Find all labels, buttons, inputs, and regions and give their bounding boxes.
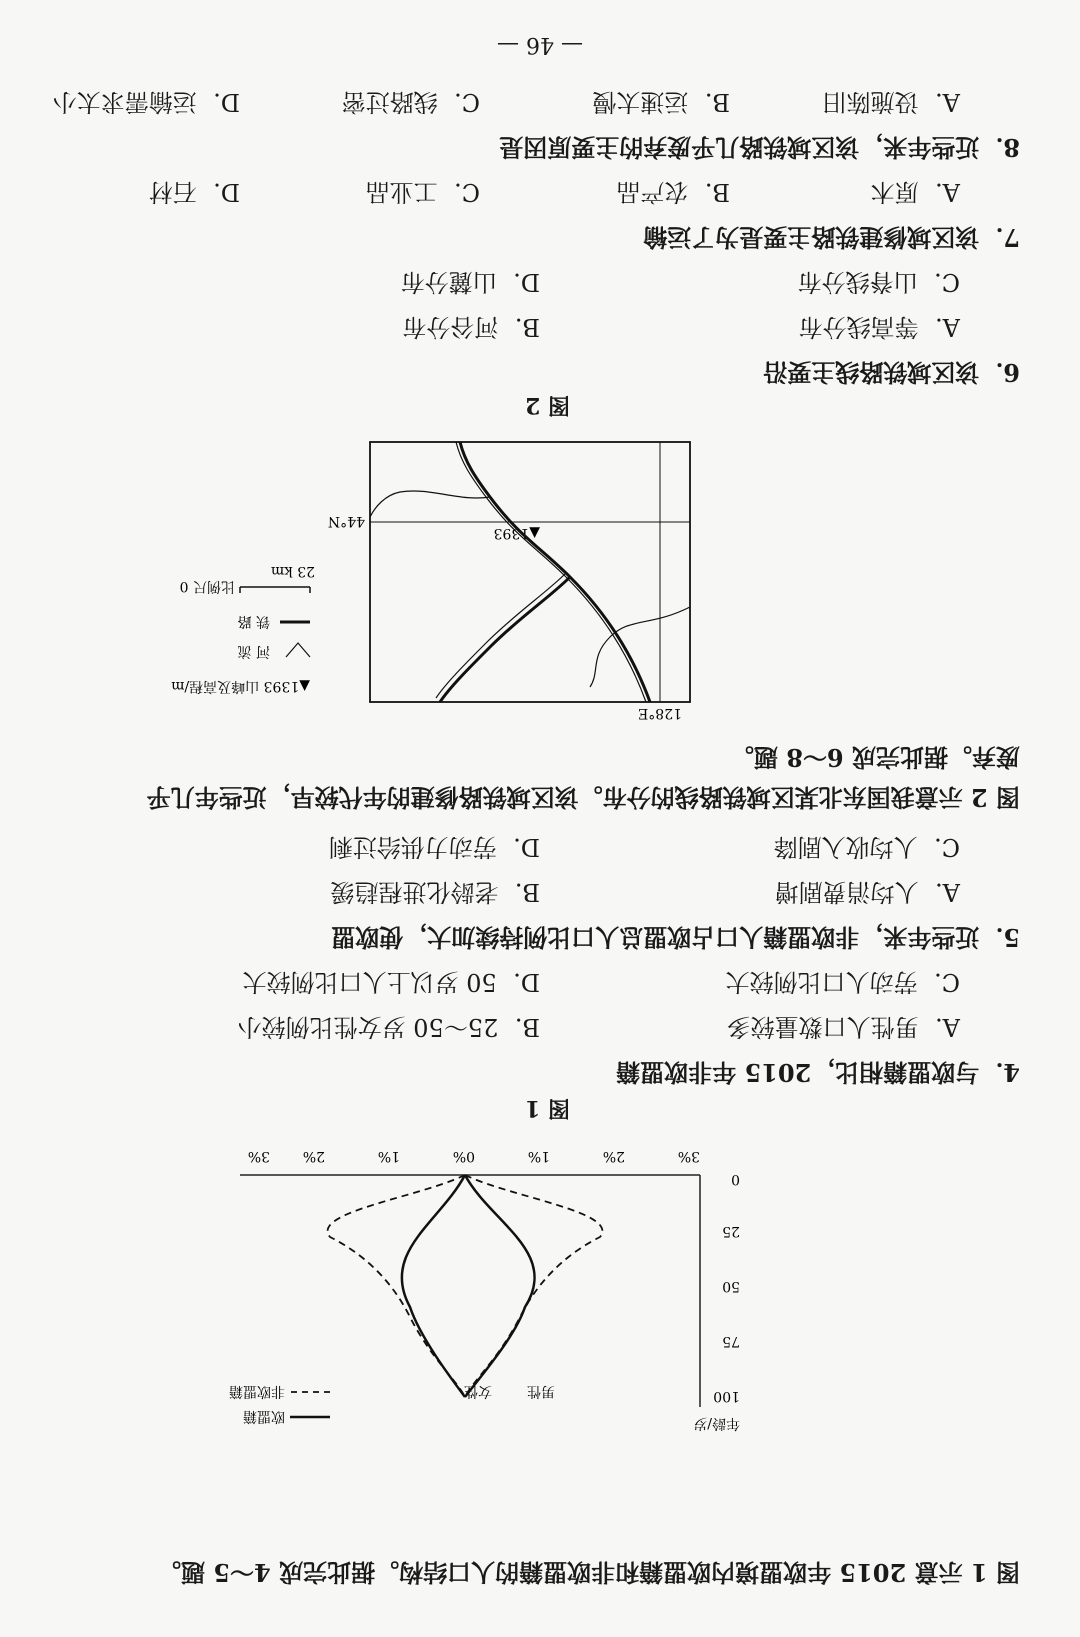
q5-option-d[interactable]: D．劳动力供给过剩	[328, 833, 540, 861]
y-tick: 0	[731, 1171, 740, 1187]
y-tick: 100	[713, 1388, 740, 1404]
q6-option-c[interactable]: C．山脊线分布	[797, 268, 960, 296]
x-tick: 3%	[677, 1148, 700, 1164]
x-tick: 1%	[527, 1148, 550, 1164]
latitude-label: 44°N	[327, 513, 365, 529]
legend-rail: 铁 路	[237, 613, 270, 629]
q5-option-a[interactable]: A．人均消费剧增	[774, 878, 960, 906]
legend-river-icon	[286, 643, 310, 657]
railway-main	[460, 442, 650, 702]
q6-stem: 6．该区域铁路线主要沿	[763, 358, 1020, 387]
intro-figure1: 图 1 示意 2015 年欧盟境内欧盟籍和非欧盟籍的人口结构。据此完成 4～5 题。	[156, 1558, 1020, 1587]
q7-stem: 7．该区域修建铁路主要是为了运输	[643, 223, 1020, 252]
legend-peak: ▲1393 山峰及高程/m	[171, 678, 310, 694]
page-number: — 46 —	[497, 32, 583, 57]
y-tick: 50	[722, 1278, 740, 1294]
q7-option-c[interactable]: C．工业品	[365, 178, 480, 206]
q8-option-d[interactable]: D．运输需求太小	[52, 88, 240, 116]
eu-male-curve	[465, 1175, 535, 1397]
peak-label: ▲1393	[493, 525, 540, 541]
q6-option-d[interactable]: D．山麓分布	[400, 268, 540, 296]
female-label: 女性	[464, 1383, 492, 1399]
eu-female-curve	[402, 1175, 465, 1397]
q7-option-b[interactable]: B．农产品	[616, 178, 730, 206]
q6-option-a[interactable]: A．等高线分布	[798, 313, 960, 341]
q4-option-c[interactable]: C．劳动人口比例较大	[725, 968, 960, 996]
q8-option-a[interactable]: A．设施陈旧	[822, 88, 960, 116]
q8-stem: 8．近些年来，该区域铁路几乎废弃的主要原因是	[499, 133, 1020, 162]
q6-option-b[interactable]: B．河谷分布	[402, 313, 540, 341]
x-tick: 2%	[602, 1148, 625, 1164]
x-tick: 3%	[247, 1148, 270, 1164]
figure1-caption: 图 1	[525, 1095, 570, 1121]
population-pyramid	[229, 1137, 740, 1437]
railway-branch	[440, 577, 570, 702]
x-tick: 2%	[302, 1148, 325, 1164]
scale-title: 比例尺 0	[179, 578, 235, 594]
figure2-caption: 图 2	[525, 392, 570, 418]
x-tick: 0%	[452, 1148, 475, 1164]
map-frame	[370, 442, 690, 702]
q7-option-d[interactable]: D．石材	[148, 178, 240, 206]
legend-noneu: 非欧盟籍	[229, 1383, 285, 1399]
y-axis-label: 年龄/岁	[693, 1415, 740, 1431]
q5-stem: 5．近些年来，非欧盟籍人口占欧盟总人口比例持续加大，使欧盟	[331, 923, 1020, 952]
railway-map	[130, 437, 690, 727]
noneu-female-curve	[328, 1175, 465, 1397]
q5-option-b[interactable]: B．老龄化进程趋缓	[330, 878, 540, 906]
intro-figure2-line2: 废弃。据此完成 6～8 题。	[729, 743, 1020, 772]
legend-river: 河 流	[237, 643, 270, 659]
scale-label: 23 km	[270, 563, 315, 579]
y-tick: 25	[722, 1223, 740, 1239]
longitude-label: 128°E	[638, 705, 682, 721]
q4-stem: 4．与欧盟籍相比，2015 年非欧盟籍	[616, 1058, 1020, 1087]
x-tick: 1%	[377, 1148, 400, 1164]
y-tick: 75	[722, 1333, 740, 1349]
q4-option-b[interactable]: B．25～50 岁女性比例较小	[237, 1013, 540, 1041]
male-label: 男性	[527, 1383, 555, 1399]
river-main	[456, 442, 646, 702]
q4-option-a[interactable]: A．男性人口数量较多	[726, 1013, 960, 1041]
q8-option-b[interactable]: B．运速太慢	[592, 88, 730, 116]
q7-option-a[interactable]: A．原木	[870, 178, 960, 206]
q8-option-c[interactable]: C．线路过密	[341, 88, 480, 116]
legend-eu: 欧盟籍	[243, 1408, 285, 1424]
intro-figure2-line1: 图 2 示意我国东北某区域铁路线的分布。该区域铁路修建的年代较早，近些年几乎	[146, 783, 1020, 812]
q4-option-d[interactable]: D．50 岁以上人口比例较大	[242, 968, 540, 996]
q5-option-c[interactable]: C．人均收入剧降	[773, 833, 960, 861]
river-north	[370, 491, 490, 517]
